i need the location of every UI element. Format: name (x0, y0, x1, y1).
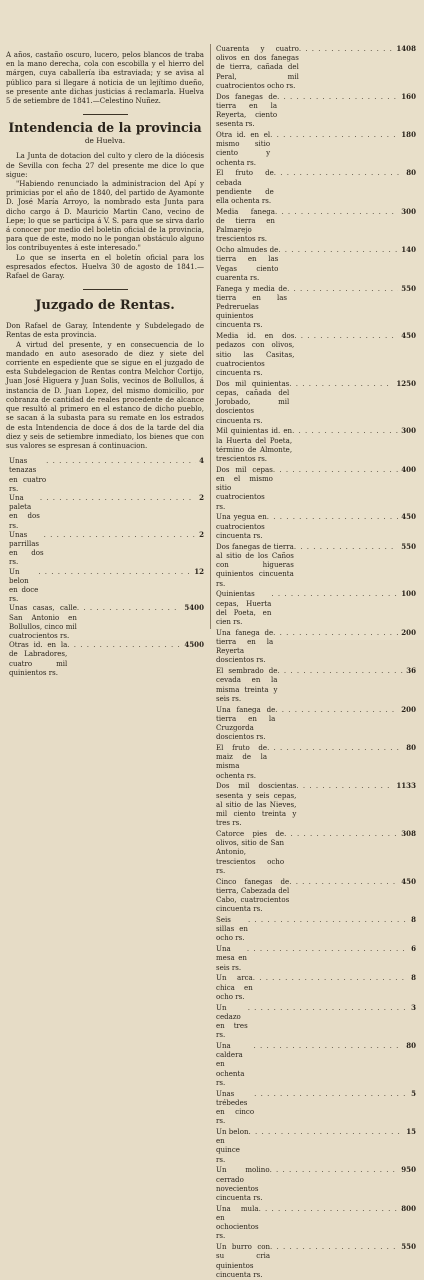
list-item-text: El fruto de cebada pendiente de ella ochenta rs. (216, 168, 274, 206)
list-item: Unas tenazas en cuatro rs. . . . 4 (9, 456, 204, 493)
list-item-text: Una mesa en seis rs. (216, 944, 247, 972)
list-item-text: Una mula en ochocientos rs. (216, 1203, 259, 1241)
section-separator (83, 114, 128, 115)
list-item (216, 1165, 416, 1202)
list-item-text: Cuarenta y cuatro olivos en dos fanegas de tierra, cañada del Peral, mil cuatrocientos ocho rs. (216, 44, 299, 90)
list-item-text: Media id. en dos pedazos con olivos, sitio las Casitas, cuatrocientos cincuenta rs. (216, 331, 295, 378)
list-item (216, 379, 416, 425)
list-item-value: 300 (401, 426, 416, 436)
list-item (216, 944, 416, 972)
list-item-value: 80 (406, 742, 416, 752)
list-item-value: 80 (406, 168, 416, 178)
list-item-value: 100 (401, 589, 416, 599)
list-item (216, 743, 416, 780)
list-item-value: 1408 (396, 44, 416, 53)
list-item-text: Un arca chica en ocho rs. (216, 973, 253, 1001)
list-item (216, 973, 416, 1001)
list-item-value: 308 (401, 828, 416, 838)
list-item-value: 15 (406, 1126, 416, 1136)
list-item-value: 450 (401, 876, 416, 886)
section-separator (83, 289, 128, 290)
list-item (216, 589, 416, 626)
list-item-text: El fruto de maiz de la misma ochenta rs. (216, 742, 268, 780)
column-divider (210, 44, 211, 629)
left-column (6, 50, 204, 677)
list-item (216, 1089, 416, 1126)
list-item-text: Dos mil cepas en el mismo sitio cuatrocientos rs. (216, 464, 273, 511)
list-item: Una paleta en dos rs. . . . 2 (9, 493, 204, 530)
list-item: Unas casas, calle San Antonio en Bollullos, cinco mil cuatrocientos rs. . . . 5400 (9, 603, 204, 640)
list-item-text: Ocho almudes de tierra en las Vegas ciento cuarenta rs. (216, 245, 279, 282)
list-item-value: 6 (411, 944, 416, 954)
list-item-text: Fanega y media de tierra en las Pedreruelas quinientos cincuenta rs. (216, 283, 288, 330)
section-subtitle-huelva: de Huelva. (84, 136, 126, 146)
list-item (216, 666, 416, 703)
intendencia-paragraph: La Junta de dotacion del culto y clero de la diócesis de Sevilla con fecha 27 del presente me dice lo que sigue: (6, 151, 204, 179)
list-item-text: Un cedazo en tres rs. (216, 1002, 248, 1040)
list-item-value: 200 (401, 704, 416, 714)
list-item-text: Catorce pies de olivos, sitio de San Antonio, trescientos ocho rs. (216, 828, 285, 875)
list-item (216, 829, 416, 875)
list-item (216, 284, 416, 330)
list-item-text: Unas trébedes en cinco rs. (216, 1088, 255, 1126)
list-item-text: Media fanega de tierra en Palmarejo trescientos rs. (216, 206, 275, 244)
list-item-value: 180 (401, 130, 416, 140)
list-item (216, 705, 416, 742)
list-item (216, 92, 416, 129)
section-title-intendencia: Intendencia de la provincia (8, 120, 202, 136)
list-item-value: 200 (401, 627, 416, 637)
list-item-text: Un belon en quince rs. (216, 1126, 249, 1164)
list-item (216, 915, 416, 943)
list-item (216, 130, 416, 167)
list-item (216, 1003, 416, 1040)
list-item-value: 400 (401, 464, 416, 474)
list-item (216, 426, 416, 463)
list-item (216, 465, 416, 511)
list-item-value: 1133 (396, 781, 416, 791)
list-item-text: Quinientas cepas, Huerta del Poeta, en cien rs. (216, 589, 272, 626)
list-item-text: El sembrado de cevada en la misma treinta y seis rs. (216, 666, 278, 703)
list-item-text: Una yegua en cuatrocientos cincuenta rs. (216, 512, 267, 540)
list-item-value: 8 (411, 973, 416, 983)
list-item (216, 1204, 416, 1241)
list-item (216, 331, 416, 377)
list-item-value: 80 (406, 1040, 416, 1050)
list-item-value: 450 (401, 512, 416, 522)
list-item: Otras id. en la de Labradores, cuatro mil quinientos rs. . . . 4500 (9, 640, 204, 677)
list-item-text: Seis sillas en ocho rs. (216, 914, 248, 943)
section-title-juzgado: Juzgado de Rentas. (35, 298, 175, 314)
list-item-text: Dos mil quinientas cepas, cañada del Jorobado, mil doscientos cincuenta rs. (216, 378, 290, 425)
list-item (216, 207, 416, 244)
juzgado-body-paragraph: A virtud del presente, y en consecuencia de lo mandado en auto asesorado de diez y siete del corriente en espediente que se sigue en el juzgado de esta Subdelegacion de Rentas contra Melchor Cortijo, Juan José Higuera y Juan Solis, vecinos de Bollullos, á instancia de D. Juan Lopez, del mismo domicilio, por cobranza de cantidad de reales procedente de alcance que resultó al primero en el estanco de dicho pueblo, se sacan á la subasta para su remate en los estrados de esta Intendencia de doce á dos de la tarde del dia diez y seis de setiembre inmediato, los bienes que con sus valores se espresan á continuacion. (6, 339, 204, 450)
list-item-text: Una caldera en ochenta rs. (216, 1040, 245, 1087)
list-item-text: Dos mil doscientas sesenta y seis cepas, al sitio de las Nieves, mil ciento treinta y tres rs. (216, 781, 297, 828)
list-item-value: 3 (411, 1002, 416, 1012)
list-item: Unas parrillas en dos rs. . . . 2 (9, 530, 204, 567)
list-item-value: 36 (406, 666, 416, 676)
auction-list-left (9, 456, 204, 677)
list-item (216, 512, 416, 540)
list-item-text: Dos fanegas de tierra en la Reyerta, ciento sesenta rs. (216, 91, 278, 129)
juzgado-intro-paragraph: Don Rafael de Garay, Intendente y Subdelegado de Rentas de esta provincia. (6, 321, 204, 340)
list-item-value: 550 (401, 1242, 416, 1252)
list-item-value: 140 (401, 245, 416, 255)
list-item-value: 300 (401, 206, 416, 216)
list-item-text: Mil quinientas id. en la Huerta del Poeta, término de Almonte, trescientos rs. (216, 426, 293, 464)
list-item (216, 245, 416, 282)
list-item-value: 450 (401, 331, 416, 341)
list-item-value: 950 (401, 1165, 416, 1175)
list-item: Un belon en doce rs. . . . 12 (9, 567, 204, 604)
list-item-value: 550 (401, 283, 416, 293)
opening-paragraph: A años, castaño oscuro, lucero, pelos blancos de traba en la mano derecha, cola con escobilla y el hierro del márgen, cuya caballería iba estraviada; y se avisa al público para si llegare á noticia de un lejítimo dueño, se presente ante dichas justicias á reclamarla. Huelva 5 de setiembre de 1841.—Celestino Nuñez. (6, 50, 204, 106)
list-item-text: Cinco fanegas de tierra, Cabezada del Cabo, cuatrocientos cincuenta rs. (216, 876, 290, 914)
intendencia-quote-paragraph: "Habiendo renunciado la administracion del Apí y primicias por el año de 1840, del partido de Ayamonte D. José María Arroyo, la nombrado esta Junta para dicho cargo á D. Mauricio Martin Cano, vecino de Lepe; lo que se participa á V. S. para que se sirva darlo á conocer por medio del boletin oficial de la provincia, para que de este, modo no le pongan obstáculo alguno los contribuyentes á este interesado." (6, 179, 204, 253)
right-column (216, 44, 416, 1280)
list-item-value: 5 (411, 1088, 416, 1098)
list-item (216, 781, 416, 827)
list-item-value: 550 (401, 541, 416, 551)
list-item-text: Un burro con su cria quinientos cincuenta rs. (216, 1242, 271, 1279)
intendencia-closing-paragraph: Lo que se inserta en el boletín oficial para los espresados efectos. Huelva 30 de agosto de 1841.—Rafael de Garay. (6, 252, 204, 281)
list-item-text: Otra id. en el mismo sitio ciento y ochenta rs. (216, 130, 271, 167)
list-item (216, 542, 416, 588)
list-item (216, 1041, 416, 1087)
list-item (216, 44, 416, 90)
list-item-text: Una fanega de tierra en la Cruzgorda doscientos rs. (216, 704, 276, 742)
list-item-text: Dos fanegas de tierra al sitio de los Caños con higueras quinientos cincuenta rs. (216, 541, 294, 588)
list-item-value: 1250 (396, 378, 416, 388)
list-item (216, 168, 416, 205)
list-item (216, 1127, 416, 1164)
list-item (216, 628, 416, 665)
list-item-value: 8 (411, 914, 416, 924)
list-item (216, 1242, 416, 1279)
list-item-text: Una fanega de tierra en la Reyerta doscientos rs. (216, 627, 274, 665)
list-item-value: 160 (401, 91, 416, 101)
list-item-text: Un molino cerrado novecientos cincuenta rs. (216, 1165, 270, 1202)
list-item (216, 877, 416, 914)
list-item-value: 800 (401, 1203, 416, 1213)
